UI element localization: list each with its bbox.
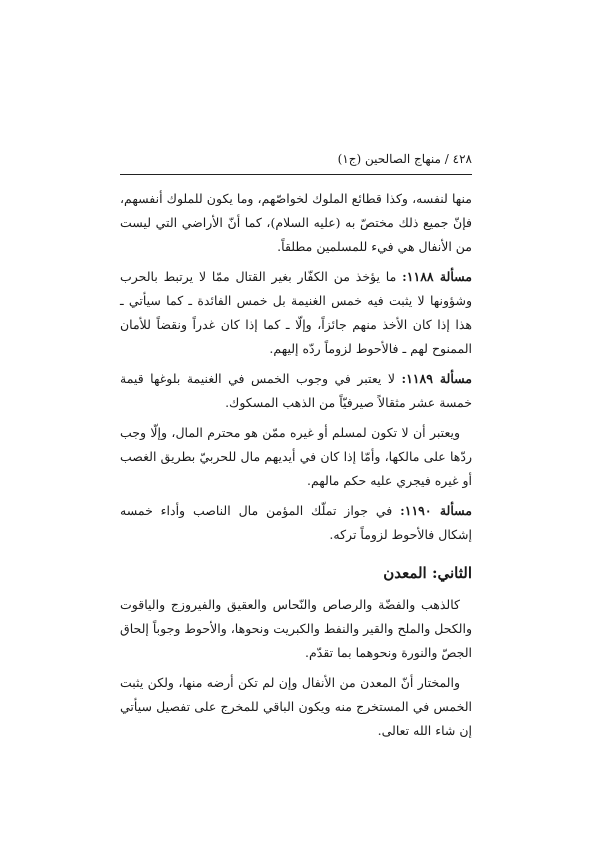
paragraph-continuation: منها لنفسه، وكذا قطائع الملوك لخواصّهم، وما يكون للملوك أنفسهم، فإنّ جميع ذلك مختصّ به (عليه السلام)، كما أنّ الأراضي التي ليست من الأنفال هي فيء للمسلمين مطلقاً.	[120, 191, 472, 254]
paragraph-condition: ويعتبر أن لا تكون لمسلم أو غيره ممّن هو محترم المال، وإلّا وجب ردّها على مالكها، وأمّا إذا كان في أيديهم مال للحربيّ بطريق الغصب أو غيره فيجري عليه حكم مالهم.	[120, 425, 472, 488]
masala-text: ما يؤخذ من الكفّار بغير القتال ممّا لا يرتبط بالحرب وشؤونها لا يثبت فيه خمس الغنيمة بل خمس الفائدة ـ كما سيأتي ـ هذا إذا كان الأخذ منهم جائزاً، وإلّا ـ كما إذا كان غدراً ونقضاً للأمان الممنوح لهم ـ فالأحوط لزوماً ردّه إليهم.	[120, 269, 472, 356]
masala-label: مسألة ١١٩٠:	[400, 503, 472, 518]
masala-label: مسألة ١١٨٨:	[402, 269, 472, 284]
running-head: ٤٢٨ / منهاج الصالحين (ج١)	[120, 150, 472, 175]
masala-label: مسألة ١١٨٩:	[401, 371, 472, 386]
section-paragraph-minerals: كالذهب والفضّة والرصاص والنّحاس والعقيق والفيروزج والياقوت والكحل والملح والقير والنفط والكبريت ونحوها، والأحوط وجوباً إلحاق الجصّ والنورة ونحوهما بما تقدّم.	[120, 597, 472, 660]
masala-text: لا يعتبر في وجوب الخمس في الغنيمة بلوغها قيمة خمسة عشر مثقالاً صيرفيّاً من الذهب المسكوك.	[120, 371, 472, 410]
document-page	[120, 150, 472, 749]
section-title: الثاني: المعدن	[383, 564, 472, 582]
section-paragraph-ruling: والمختار أنّ المعدن من الأنفال وإن لم تكن أرضه منها، ولكن يثبت الخمس في المستخرج منه ويكون الباقي للمخرج على تفصيل سيأتي إن شاء الله تعالى.	[120, 675, 472, 738]
masala-1188	[120, 265, 472, 361]
masala-1189	[120, 367, 472, 415]
masala-text: في جواز تملّك المؤمن مال الناصب وأداء خمسه إشكال فالأحوط لزوماً تركه.	[120, 503, 472, 542]
masala-1190	[120, 499, 472, 547]
